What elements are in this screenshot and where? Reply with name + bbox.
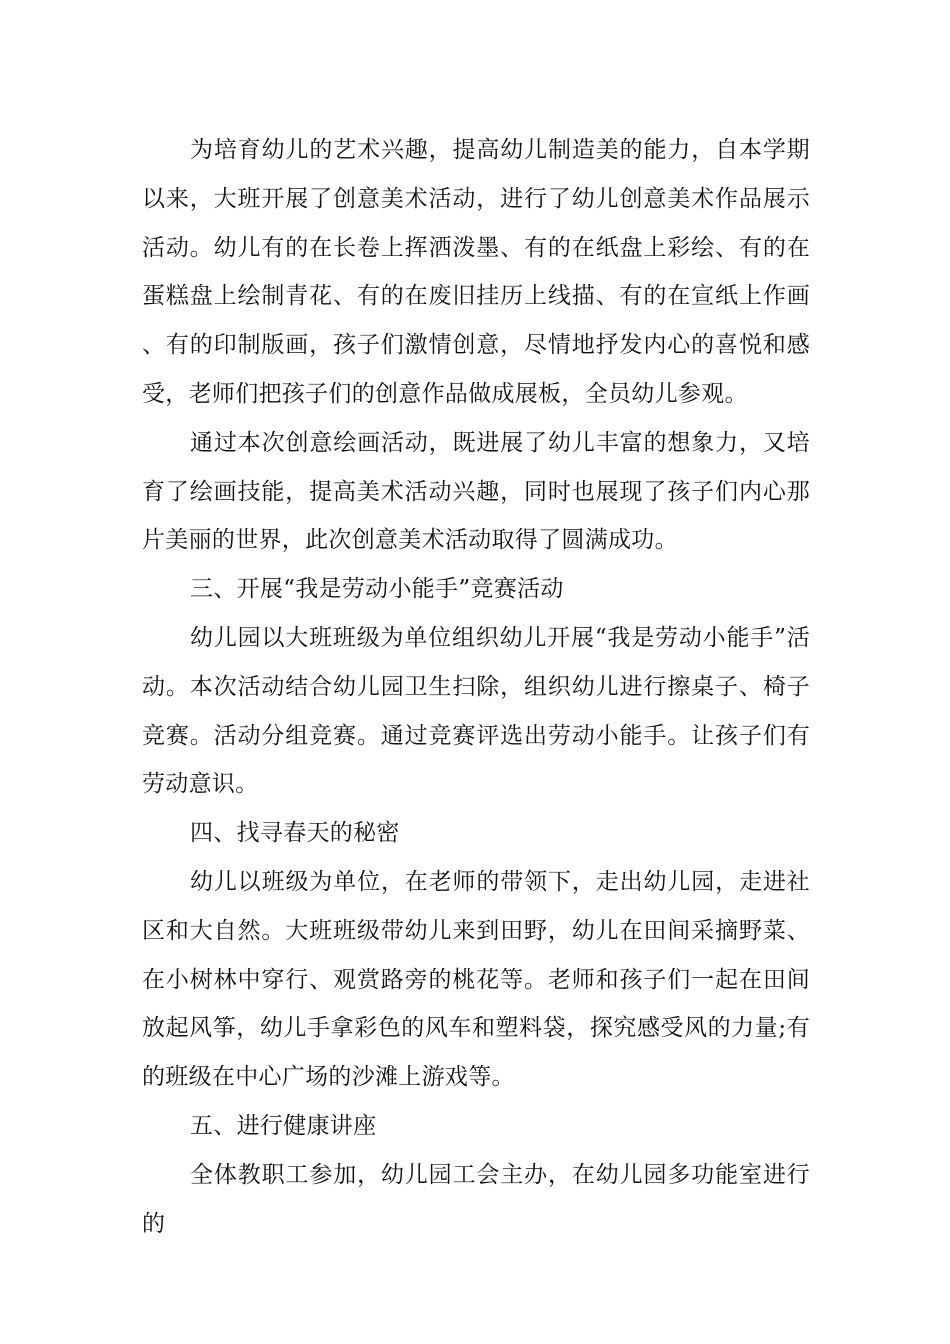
document-body — [142, 126, 810, 1248]
paragraph-art-activity: 为培育幼儿的艺术兴趣，提高幼儿制造美的能力，自本学期以来，大班开展了创意美术活动，进行了幼儿创意美术作品展示活动。幼儿有的在长卷上挥洒泼墨、有的在纸盘上彩绘、有的在蛋糕盘上绘制青花、有的在废旧挂历上线描、有的在宣纸上作画、有的印制版画，孩子们激情创意，尽情地抒发内心的喜悦和感受，老师们把孩子们的创意作品做成展板，全员幼儿参观。 — [142, 137, 810, 407]
paragraph-labor-contest: 幼儿园以大班班级为单位组织幼儿开展“我是劳动小能手”活动。本次活动结合幼儿园卫生扫除，组织幼儿进行擦桌子、椅子竞赛。活动分组竞赛。通过竞赛评选出劳动小能手。让孩子们有劳动意识。 — [142, 624, 810, 798]
section-heading-labor-contest: 三、开展“我是劳动小能手”竞赛活动 — [190, 576, 564, 603]
paragraph-spring: 幼儿以班级为单位，在老师的带领下，走出幼儿园，走进社区和大自然。大班班级带幼儿来到田野，幼儿在田间采摘野菜、在小树林中穿行、观赏路旁的桃花等。老师和孩子们一起在田间放起风筝，幼儿手拿彩色的风车和塑料袋，探究感受风的力量;有的班级在中心广场的沙滩上游戏等。 — [142, 868, 810, 1091]
section-heading-spring: 四、找寻春天的秘密 — [190, 820, 400, 847]
paragraph-art-result: 通过本次创意绘画活动，既进展了幼儿丰富的想象力，又培育了绘画技能，提高美术活动兴趣，同时也展现了孩子们内心那片美丽的世界，此次创意美术活动取得了圆满成功。 — [142, 429, 810, 554]
paragraph-health-lecture: 全体教职工参加，幼儿园工会主办，在幼儿园多功能室进行的 — [142, 1161, 810, 1237]
section-heading-health-lecture: 五、进行健康讲座 — [190, 1112, 377, 1139]
